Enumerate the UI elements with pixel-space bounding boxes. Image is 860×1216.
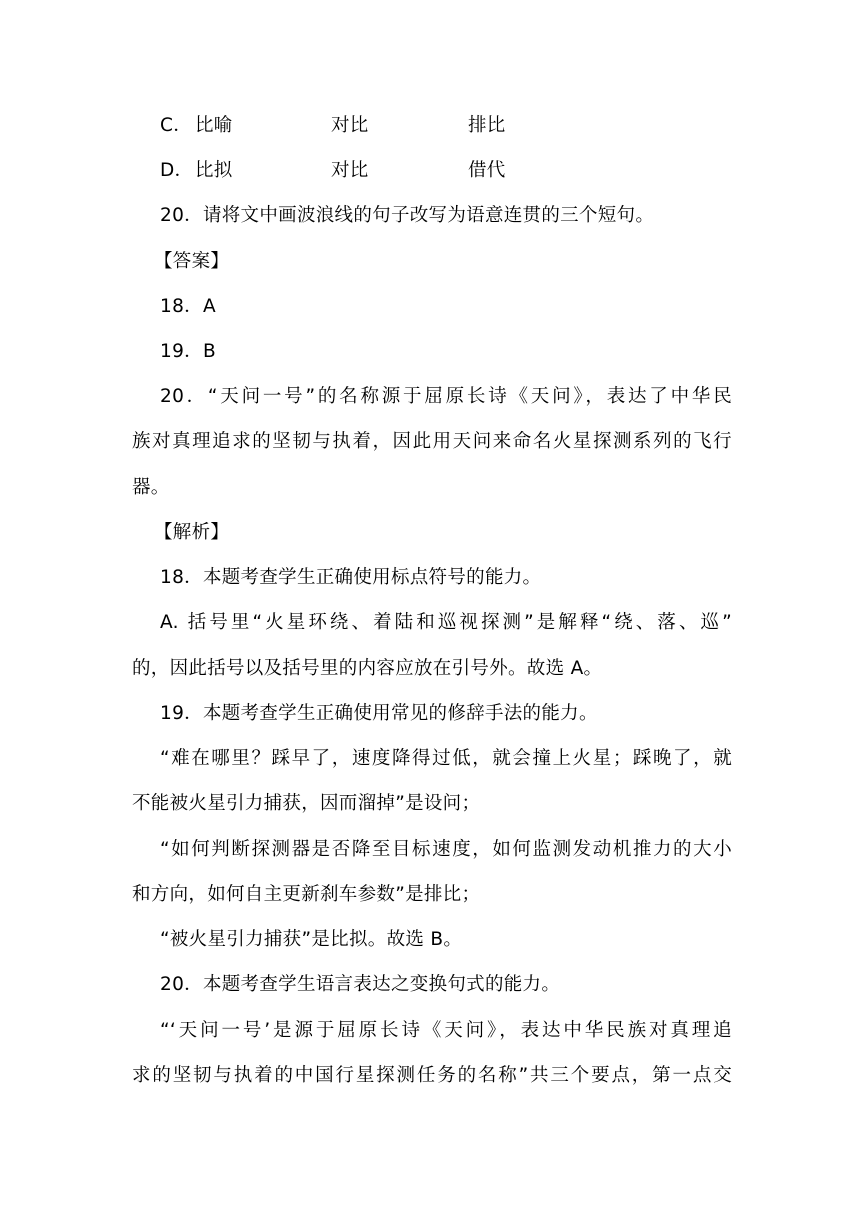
answer-header: 【答案】 xyxy=(154,251,230,272)
answer-20-line-3: 器。 xyxy=(132,477,170,498)
option-c-item-3: 排比 xyxy=(468,115,506,136)
explanation-18-line-2: A. 括号里“火星环绕、着陆和巡视探测”是解释“绕、落、巡” xyxy=(160,612,732,633)
option-d-letter: D． xyxy=(160,160,194,181)
explanation-19-line-3: 不能被火星引力捕获，因而溜掉”是设问； xyxy=(132,793,481,814)
option-c-letter: C． xyxy=(160,115,193,136)
answer-20-line-1: 20．“天问一号”的名称源于屈原长诗《天问》，表达了中华民 xyxy=(160,386,732,407)
explanation-19-line-1: 19．本题考查学生正确使用常见的修辞手法的能力。 xyxy=(160,703,598,724)
answer-18: 18．A xyxy=(160,296,216,317)
option-d-item-1: 比拟 xyxy=(195,160,233,181)
option-c-item-2: 对比 xyxy=(331,115,369,136)
explanation-19-line-4: “如何判断探测器是否降至目标速度，如何监测发动机推力的大小 xyxy=(160,839,732,860)
analysis-header: 【解析】 xyxy=(154,522,230,543)
option-d-item-3: 借代 xyxy=(468,160,506,181)
explanation-19-line-5: 和方向，如何自主更新刹车参数”是排比； xyxy=(132,884,481,905)
explanation-19-line-2: “难在哪里？踩早了，速度降得过低，就会撞上火星；踩晚了，就 xyxy=(160,748,732,769)
explanation-20-line-3: 求的坚韧与执着的中国行星探测任务的名称”共三个要点，第一点交 xyxy=(132,1065,732,1086)
answer-19: 19．B xyxy=(160,341,216,362)
explanation-18-line-3: 的，因此括号以及括号里的内容应放在引号外。故选 A。 xyxy=(132,658,603,679)
explanation-20-line-1: 20．本题考查学生语言表达之变换句式的能力。 xyxy=(160,974,561,995)
explanation-19-line-6: “被火星引力捕获”是比拟。故选 B。 xyxy=(160,929,463,950)
option-d-item-2: 对比 xyxy=(331,160,369,181)
explanation-20-line-2: “‘天问一号’是源于屈原长诗《天问》，表达中华民族对真理追 xyxy=(160,1020,732,1041)
answer-20-line-2: 族对真理追求的坚韧与执着，因此用天问来命名火星探测系列的飞行 xyxy=(132,431,732,452)
explanation-18-line-1: 18．本题考查学生正确使用标点符号的能力。 xyxy=(160,567,542,588)
option-c-item-1: 比喻 xyxy=(195,115,233,136)
question-20-prompt: 20．请将文中画波浪线的句子改写为语意连贯的三个短句。 xyxy=(160,205,655,226)
